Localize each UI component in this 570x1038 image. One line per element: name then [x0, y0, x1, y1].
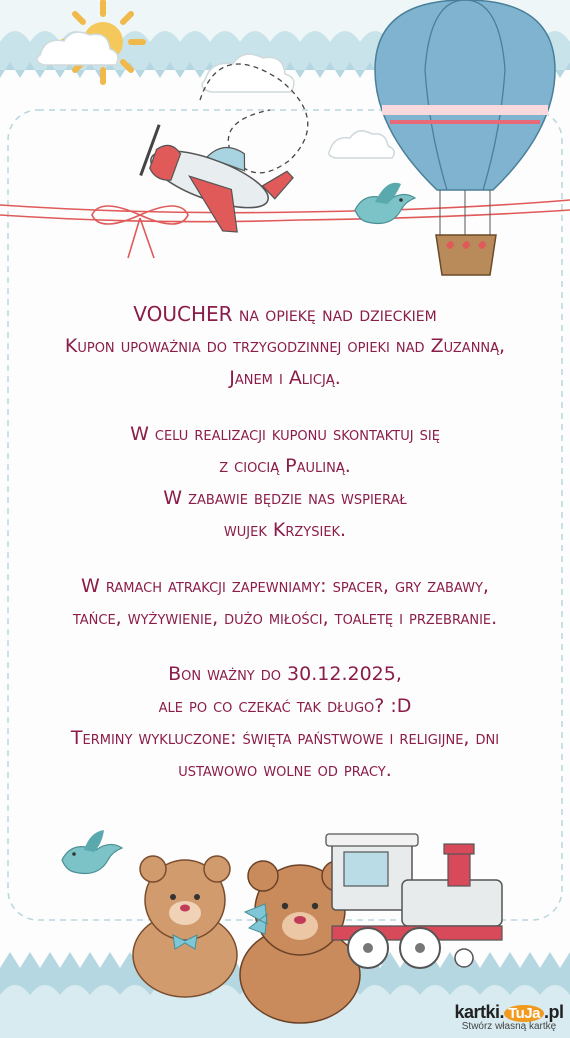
message-line: W ramach atrakcji zapewniamy: spacer, gry zabawy,	[81, 575, 489, 597]
brand-name-left: kartki.	[454, 1002, 505, 1022]
message-line: Terminy wykluczone: święta państwowe i religijne, dni	[70, 727, 500, 749]
message-line: tańce, wyżywienie, dużo miłości, toaletę i przebranie.	[72, 607, 498, 629]
teddy-bear-icon	[133, 856, 237, 997]
message-line: Janem i Alicją.	[229, 367, 341, 389]
toy-train-icon	[326, 834, 502, 968]
voucher-title-bold: VOUCHER	[133, 302, 233, 326]
voucher-title	[0, 298, 570, 330]
hot-air-balloon-icon	[375, 0, 555, 275]
brand-name-mid: TuJa	[504, 1005, 544, 1022]
message-line: ale po co czekać tak długo? :D	[158, 695, 412, 717]
brand-name-right: .pl	[543, 1002, 564, 1022]
message-line: Bon ważny do 30.12.2025,	[168, 663, 402, 685]
message-line: Kupon upoważnia do trzygodzinnej opieki nad Zuzanną,	[64, 335, 506, 357]
message-line: W celu realizacji kuponu skontaktuj się	[130, 423, 440, 445]
message-line: wujek Krzysiek.	[223, 519, 347, 541]
voucher-title-rest: na opiekę nad dzieckiem	[232, 302, 437, 326]
bird-icon	[62, 830, 122, 874]
brand-name	[454, 1002, 564, 1023]
message-line: z ciocią Pauliną.	[219, 455, 351, 477]
airplane-icon	[132, 122, 295, 248]
brand-logo[interactable]	[454, 1002, 564, 1032]
message-line: W zabawie będzie nas wspierał	[163, 487, 407, 509]
message-line: ustawowo wolne od pracy.	[178, 759, 392, 781]
voucher-message	[0, 298, 570, 786]
brand-tagline: Stwórz własną kartkę	[461, 1021, 557, 1032]
